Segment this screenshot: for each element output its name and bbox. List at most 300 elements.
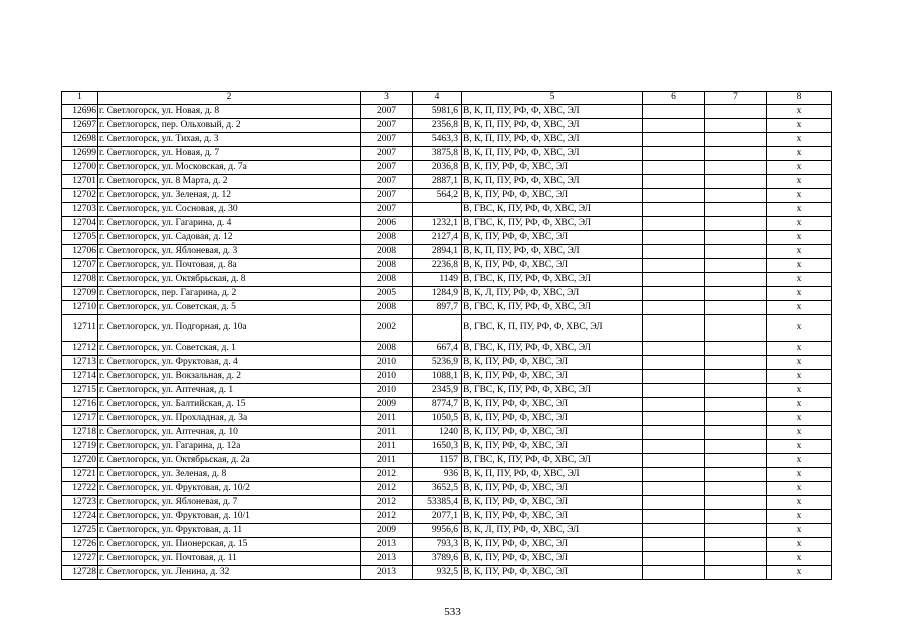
column-7-cell	[705, 133, 767, 147]
address-cell: г. Светлогорск, ул. Новая, д. 7	[98, 147, 361, 161]
column-6-cell	[643, 552, 705, 566]
column-8-cell: х	[767, 398, 832, 412]
column-6-cell	[643, 259, 705, 273]
address-cell: г. Светлогорск, ул. Гагарина, д. 12а	[98, 440, 361, 454]
column-header: 2	[98, 92, 361, 105]
area-cell: 2236,8	[413, 259, 462, 273]
year-cell: 2011	[361, 412, 413, 426]
column-7-cell	[705, 454, 767, 468]
record-number-cell: 12696	[62, 105, 98, 119]
column-8-cell: х	[767, 552, 832, 566]
table-row	[62, 510, 832, 524]
table-row	[62, 412, 832, 426]
record-number-cell: 12723	[62, 496, 98, 510]
services-cell: В, ГВС, К, ПУ, РФ, Ф, ХВС, ЭЛ	[462, 273, 643, 287]
table-row	[62, 370, 832, 384]
column-6-cell	[643, 315, 705, 342]
address-cell: г. Светлогорск, ул. Зеленая, д. 8	[98, 468, 361, 482]
column-8-cell: х	[767, 482, 832, 496]
housing-registry-table	[61, 91, 832, 580]
address-cell: г. Светлогорск, ул. Подгорная, д. 10а	[98, 315, 361, 342]
column-8-cell: х	[767, 510, 832, 524]
column-8-cell: х	[767, 161, 832, 175]
services-cell: В, К, П, ПУ, РФ, Ф, ХВС, ЭЛ	[462, 133, 643, 147]
column-8-cell: х	[767, 245, 832, 259]
area-cell: 564,2	[413, 189, 462, 203]
record-number-cell: 12724	[62, 510, 98, 524]
address-cell: г. Светлогорск, ул. Садовая, д. 12	[98, 231, 361, 245]
area-cell: 936	[413, 468, 462, 482]
column-6-cell	[643, 133, 705, 147]
services-cell: В, К, ПУ, РФ, Ф, ХВС, ЭЛ	[462, 189, 643, 203]
column-8-cell: х	[767, 356, 832, 370]
services-cell: В, К, ПУ, РФ, Ф, ХВС, ЭЛ	[462, 412, 643, 426]
address-cell: г. Светлогорск, ул. Советская, д. 5	[98, 301, 361, 315]
services-cell: В, К, П, ПУ, РФ, Ф, ХВС, ЭЛ	[462, 105, 643, 119]
address-cell: г. Светлогорск, пер. Гагарина, д. 2	[98, 287, 361, 301]
column-6-cell	[643, 454, 705, 468]
column-7-cell	[705, 440, 767, 454]
address-cell: г. Светлогорск, ул. Московская, д. 7а	[98, 161, 361, 175]
area-cell: 1157	[413, 454, 462, 468]
column-6-cell	[643, 370, 705, 384]
services-cell: В, К, П, ПУ, РФ, Ф, ХВС, ЭЛ	[462, 468, 643, 482]
table-row	[62, 203, 832, 217]
services-cell: В, ГВС, К, ПУ, РФ, Ф, ХВС, ЭЛ	[462, 454, 643, 468]
year-cell: 2007	[361, 161, 413, 175]
address-cell: г. Светлогорск, ул. Октябрьская, д. 8	[98, 273, 361, 287]
column-7-cell	[705, 259, 767, 273]
column-6-cell	[643, 175, 705, 189]
column-8-cell: х	[767, 217, 832, 231]
table-row	[62, 384, 832, 398]
table-row	[62, 231, 832, 245]
table-row	[62, 468, 832, 482]
column-header: 7	[705, 92, 767, 105]
area-cell: 5463,3	[413, 133, 462, 147]
column-header: 3	[361, 92, 413, 105]
column-7-cell	[705, 245, 767, 259]
address-cell: г. Светлогорск, ул. Зеленая, д. 12	[98, 189, 361, 203]
column-6-cell	[643, 147, 705, 161]
address-cell: г. Светлогорск, ул. Советская, д. 1	[98, 342, 361, 356]
services-cell: В, К, П, ПУ, РФ, Ф, ХВС, ЭЛ	[462, 147, 643, 161]
address-cell: г. Светлогорск, пер. Ольховый, д. 2	[98, 119, 361, 133]
column-8-cell: х	[767, 412, 832, 426]
area-cell: 1240	[413, 426, 462, 440]
table-row	[62, 496, 832, 510]
record-number-cell: 12717	[62, 412, 98, 426]
year-cell: 2010	[361, 370, 413, 384]
column-7-cell	[705, 538, 767, 552]
column-8-cell: х	[767, 273, 832, 287]
column-header: 4	[413, 92, 462, 105]
year-cell: 2008	[361, 245, 413, 259]
record-number-cell: 12706	[62, 245, 98, 259]
column-7-cell	[705, 231, 767, 245]
year-cell: 2011	[361, 440, 413, 454]
column-header: 8	[767, 92, 832, 105]
services-cell: В, К, П, ПУ, РФ, Ф, ХВС, ЭЛ	[462, 175, 643, 189]
record-number-cell: 12710	[62, 301, 98, 315]
area-cell: 2345,9	[413, 384, 462, 398]
column-8-cell: х	[767, 203, 832, 217]
record-number-cell: 12699	[62, 147, 98, 161]
table-row	[62, 524, 832, 538]
table-row	[62, 161, 832, 175]
column-6-cell	[643, 301, 705, 315]
column-8-cell: х	[767, 566, 832, 580]
column-8-cell: х	[767, 342, 832, 356]
year-cell: 2009	[361, 524, 413, 538]
record-number-cell: 12720	[62, 454, 98, 468]
column-8-cell: х	[767, 370, 832, 384]
record-number-cell: 12700	[62, 161, 98, 175]
year-cell: 2002	[361, 315, 413, 342]
address-cell: г. Светлогорск, ул. Тихая, д. 3	[98, 133, 361, 147]
table-row	[62, 342, 832, 356]
year-cell: 2013	[361, 552, 413, 566]
services-cell: В, К, П, ПУ, РФ, Ф, ХВС, ЭЛ	[462, 245, 643, 259]
table-row	[62, 301, 832, 315]
column-6-cell	[643, 398, 705, 412]
column-6-cell	[643, 245, 705, 259]
record-number-cell: 12703	[62, 203, 98, 217]
column-8-cell: х	[767, 287, 832, 301]
year-cell: 2007	[361, 147, 413, 161]
address-cell: г. Светлогорск, ул. Фруктовая, д. 11	[98, 524, 361, 538]
area-cell: 667,4	[413, 342, 462, 356]
address-cell: г. Светлогорск, ул. Вокзальная, д. 2	[98, 370, 361, 384]
area-cell: 793,3	[413, 538, 462, 552]
area-cell: 1650,3	[413, 440, 462, 454]
column-6-cell	[643, 412, 705, 426]
table-row	[62, 105, 832, 119]
column-6-cell	[643, 566, 705, 580]
column-6-cell	[643, 426, 705, 440]
record-number-cell: 12728	[62, 566, 98, 580]
year-cell: 2011	[361, 426, 413, 440]
services-cell: В, К, ПУ, РФ, Ф, ХВС, ЭЛ	[462, 259, 643, 273]
column-7-cell	[705, 496, 767, 510]
column-7-cell	[705, 468, 767, 482]
column-6-cell	[643, 203, 705, 217]
address-cell: г. Светлогорск, ул. Почтовая, д. 11	[98, 552, 361, 566]
services-cell: В, К, ПУ, РФ, Ф, ХВС, ЭЛ	[462, 482, 643, 496]
year-cell: 2007	[361, 203, 413, 217]
column-8-cell: х	[767, 259, 832, 273]
column-7-cell	[705, 147, 767, 161]
year-cell: 2013	[361, 538, 413, 552]
area-cell: 2036,8	[413, 161, 462, 175]
services-cell: В, К, ПУ, РФ, Ф, ХВС, ЭЛ	[462, 440, 643, 454]
column-6-cell	[643, 342, 705, 356]
services-cell: В, ГВС, К, ПУ, РФ, Ф, ХВС, ЭЛ	[462, 301, 643, 315]
table-row	[62, 287, 832, 301]
area-cell: 1088,1	[413, 370, 462, 384]
column-header: 6	[643, 92, 705, 105]
year-cell: 2012	[361, 482, 413, 496]
area-cell	[413, 203, 462, 217]
column-8-cell: х	[767, 496, 832, 510]
address-cell: г. Светлогорск, ул. Пионерская, д. 15	[98, 538, 361, 552]
services-cell: В, ГВС, К, ПУ, РФ, Ф, ХВС, ЭЛ	[462, 342, 643, 356]
area-cell: 2356,8	[413, 119, 462, 133]
year-cell: 2013	[361, 566, 413, 580]
year-cell: 2008	[361, 273, 413, 287]
table-row	[62, 147, 832, 161]
table-row	[62, 482, 832, 496]
column-7-cell	[705, 356, 767, 370]
record-number-cell: 12715	[62, 384, 98, 398]
record-number-cell: 12722	[62, 482, 98, 496]
services-cell: В, К, Л, ПУ, РФ, Ф, ХВС, ЭЛ	[462, 287, 643, 301]
record-number-cell: 12712	[62, 342, 98, 356]
area-cell: 1149	[413, 273, 462, 287]
address-cell: г. Светлогорск, ул. Балтийская, д. 15	[98, 398, 361, 412]
area-cell: 2077,1	[413, 510, 462, 524]
year-cell: 2009	[361, 398, 413, 412]
services-cell: В, ГВС, К, ПУ, РФ, Ф, ХВС, ЭЛ	[462, 217, 643, 231]
year-cell: 2008	[361, 259, 413, 273]
column-6-cell	[643, 287, 705, 301]
record-number-cell: 12708	[62, 273, 98, 287]
record-number-cell: 12727	[62, 552, 98, 566]
column-7-cell	[705, 161, 767, 175]
column-6-cell	[643, 482, 705, 496]
record-number-cell: 12714	[62, 370, 98, 384]
year-cell: 2008	[361, 231, 413, 245]
column-7-cell	[705, 552, 767, 566]
year-cell: 2006	[361, 217, 413, 231]
area-cell: 932,5	[413, 566, 462, 580]
column-6-cell	[643, 384, 705, 398]
area-cell: 2894,1	[413, 245, 462, 259]
area-cell: 8774,7	[413, 398, 462, 412]
services-cell: В, К, ПУ, РФ, Ф, ХВС, ЭЛ	[462, 552, 643, 566]
area-cell: 53385,4	[413, 496, 462, 510]
column-header: 5	[462, 92, 643, 105]
year-cell: 2007	[361, 175, 413, 189]
column-6-cell	[643, 119, 705, 133]
column-8-cell: х	[767, 468, 832, 482]
year-cell: 2007	[361, 189, 413, 203]
column-6-cell	[643, 538, 705, 552]
column-header: 1	[62, 92, 98, 105]
address-cell: г. Светлогорск, ул. Аптечная, д. 1	[98, 384, 361, 398]
column-7-cell	[705, 412, 767, 426]
services-cell: В, К, ПУ, РФ, Ф, ХВС, ЭЛ	[462, 426, 643, 440]
year-cell: 2012	[361, 510, 413, 524]
area-cell: 3875,8	[413, 147, 462, 161]
column-8-cell: х	[767, 301, 832, 315]
area-cell: 3652,5	[413, 482, 462, 496]
column-6-cell	[643, 217, 705, 231]
column-6-cell	[643, 189, 705, 203]
year-cell: 2008	[361, 301, 413, 315]
services-cell: В, К, П, ПУ, РФ, Ф, ХВС, ЭЛ	[462, 119, 643, 133]
column-7-cell	[705, 273, 767, 287]
table-row	[62, 315, 832, 342]
record-number-cell: 12719	[62, 440, 98, 454]
header-row	[62, 92, 832, 105]
table-body	[62, 92, 832, 580]
area-cell: 3789,6	[413, 552, 462, 566]
column-8-cell: х	[767, 315, 832, 342]
address-cell: г. Светлогорск, ул. Фруктовая, д. 10/2	[98, 482, 361, 496]
table-row	[62, 356, 832, 370]
services-cell: В, ГВС, К, ПУ, РФ, Ф, ХВС, ЭЛ	[462, 203, 643, 217]
area-cell: 2127,4	[413, 231, 462, 245]
column-8-cell: х	[767, 147, 832, 161]
column-7-cell	[705, 217, 767, 231]
table-row	[62, 133, 832, 147]
services-cell: В, К, Л, ПУ, РФ, Ф, ХВС, ЭЛ	[462, 524, 643, 538]
address-cell: г. Светлогорск, ул. 8 Марта, д. 2	[98, 175, 361, 189]
area-cell: 1050,5	[413, 412, 462, 426]
column-6-cell	[643, 510, 705, 524]
column-7-cell	[705, 287, 767, 301]
column-6-cell	[643, 496, 705, 510]
services-cell: В, К, ПУ, РФ, Ф, ХВС, ЭЛ	[462, 538, 643, 552]
column-8-cell: х	[767, 524, 832, 538]
area-cell: 897,7	[413, 301, 462, 315]
year-cell: 2010	[361, 384, 413, 398]
table-row	[62, 426, 832, 440]
services-cell: В, ГВС, К, ПУ, РФ, Ф, ХВС, ЭЛ	[462, 384, 643, 398]
address-cell: г. Светлогорск, ул. Ленина, д. 32	[98, 566, 361, 580]
column-8-cell: х	[767, 231, 832, 245]
services-cell: В, К, ПУ, РФ, Ф, ХВС, ЭЛ	[462, 398, 643, 412]
column-7-cell	[705, 370, 767, 384]
services-cell: В, К, ПУ, РФ, Ф, ХВС, ЭЛ	[462, 161, 643, 175]
year-cell: 2007	[361, 133, 413, 147]
address-cell: г. Светлогорск, ул. Фруктовая, д. 10/1	[98, 510, 361, 524]
column-7-cell	[705, 105, 767, 119]
record-number-cell: 12697	[62, 119, 98, 133]
table-row	[62, 398, 832, 412]
column-6-cell	[643, 231, 705, 245]
address-cell: г. Светлогорск, ул. Аптечная, д. 10	[98, 426, 361, 440]
column-8-cell: х	[767, 454, 832, 468]
services-cell: В, К, ПУ, РФ, Ф, ХВС, ЭЛ	[462, 510, 643, 524]
services-cell: В, К, ПУ, РФ, Ф, ХВС, ЭЛ	[462, 370, 643, 384]
column-7-cell	[705, 301, 767, 315]
address-cell: г. Светлогорск, ул. Новая, д. 8	[98, 105, 361, 119]
column-7-cell	[705, 566, 767, 580]
record-number-cell: 12701	[62, 175, 98, 189]
column-8-cell: х	[767, 119, 832, 133]
column-7-cell	[705, 342, 767, 356]
table-row	[62, 440, 832, 454]
services-cell: В, К, ПУ, РФ, Ф, ХВС, ЭЛ	[462, 231, 643, 245]
year-cell: 2005	[361, 287, 413, 301]
year-cell: 2007	[361, 105, 413, 119]
area-cell: 5236,9	[413, 356, 462, 370]
column-8-cell: х	[767, 133, 832, 147]
column-7-cell	[705, 426, 767, 440]
record-number-cell: 12726	[62, 538, 98, 552]
address-cell: г. Светлогорск, ул. Фруктовая, д. 4	[98, 356, 361, 370]
column-8-cell: х	[767, 105, 832, 119]
address-cell: г. Светлогорск, ул. Октябрьская, д. 2а	[98, 454, 361, 468]
services-cell: В, К, ПУ, РФ, Ф, ХВС, ЭЛ	[462, 496, 643, 510]
column-8-cell: х	[767, 175, 832, 189]
area-cell: 1284,9	[413, 287, 462, 301]
address-cell: г. Светлогорск, ул. Почтовая, д. 8а	[98, 259, 361, 273]
services-cell: В, ГВС, К, П, ПУ, РФ, Ф, ХВС, ЭЛ	[462, 315, 643, 342]
address-cell: г. Светлогорск, ул. Яблоневая, д. 3	[98, 245, 361, 259]
year-cell: 2008	[361, 342, 413, 356]
column-7-cell	[705, 524, 767, 538]
record-number-cell: 12725	[62, 524, 98, 538]
area-cell: 1232,1	[413, 217, 462, 231]
table-row	[62, 245, 832, 259]
table-row	[62, 538, 832, 552]
column-7-cell	[705, 315, 767, 342]
table-row	[62, 273, 832, 287]
area-cell: 2887,1	[413, 175, 462, 189]
record-number-cell: 12713	[62, 356, 98, 370]
record-number-cell: 12718	[62, 426, 98, 440]
column-6-cell	[643, 356, 705, 370]
page-number: 533	[444, 606, 461, 618]
column-7-cell	[705, 482, 767, 496]
address-cell: г. Светлогорск, ул. Сосновая, д. 30	[98, 203, 361, 217]
table-row	[62, 175, 832, 189]
record-number-cell: 12707	[62, 259, 98, 273]
services-cell: В, К, ПУ, РФ, Ф, ХВС, ЭЛ	[462, 566, 643, 580]
column-6-cell	[643, 468, 705, 482]
table-row	[62, 566, 832, 580]
column-8-cell: х	[767, 384, 832, 398]
column-8-cell: х	[767, 440, 832, 454]
column-6-cell	[643, 524, 705, 538]
column-7-cell	[705, 203, 767, 217]
record-number-cell: 12698	[62, 133, 98, 147]
record-number-cell: 12716	[62, 398, 98, 412]
record-number-cell: 12721	[62, 468, 98, 482]
column-7-cell	[705, 384, 767, 398]
record-number-cell: 12704	[62, 217, 98, 231]
year-cell: 2011	[361, 454, 413, 468]
table-row	[62, 119, 832, 133]
area-cell	[413, 315, 462, 342]
column-7-cell	[705, 510, 767, 524]
column-6-cell	[643, 273, 705, 287]
column-7-cell	[705, 398, 767, 412]
column-8-cell: х	[767, 426, 832, 440]
services-cell: В, К, ПУ, РФ, Ф, ХВС, ЭЛ	[462, 356, 643, 370]
year-cell: 2012	[361, 496, 413, 510]
table-row	[62, 217, 832, 231]
record-number-cell: 12709	[62, 287, 98, 301]
area-cell: 5981,6	[413, 105, 462, 119]
year-cell: 2010	[361, 356, 413, 370]
table-row	[62, 189, 832, 203]
table-row	[62, 259, 832, 273]
address-cell: г. Светлогорск, ул. Гагарина, д. 4	[98, 217, 361, 231]
column-6-cell	[643, 105, 705, 119]
column-6-cell	[643, 440, 705, 454]
year-cell: 2012	[361, 468, 413, 482]
table-row	[62, 454, 832, 468]
column-7-cell	[705, 189, 767, 203]
address-cell: г. Светлогорск, ул. Прохладная, д. 3а	[98, 412, 361, 426]
record-number-cell: 12711	[62, 315, 98, 342]
column-8-cell: х	[767, 189, 832, 203]
address-cell: г. Светлогорск, ул. Яблоневая, д. 7	[98, 496, 361, 510]
